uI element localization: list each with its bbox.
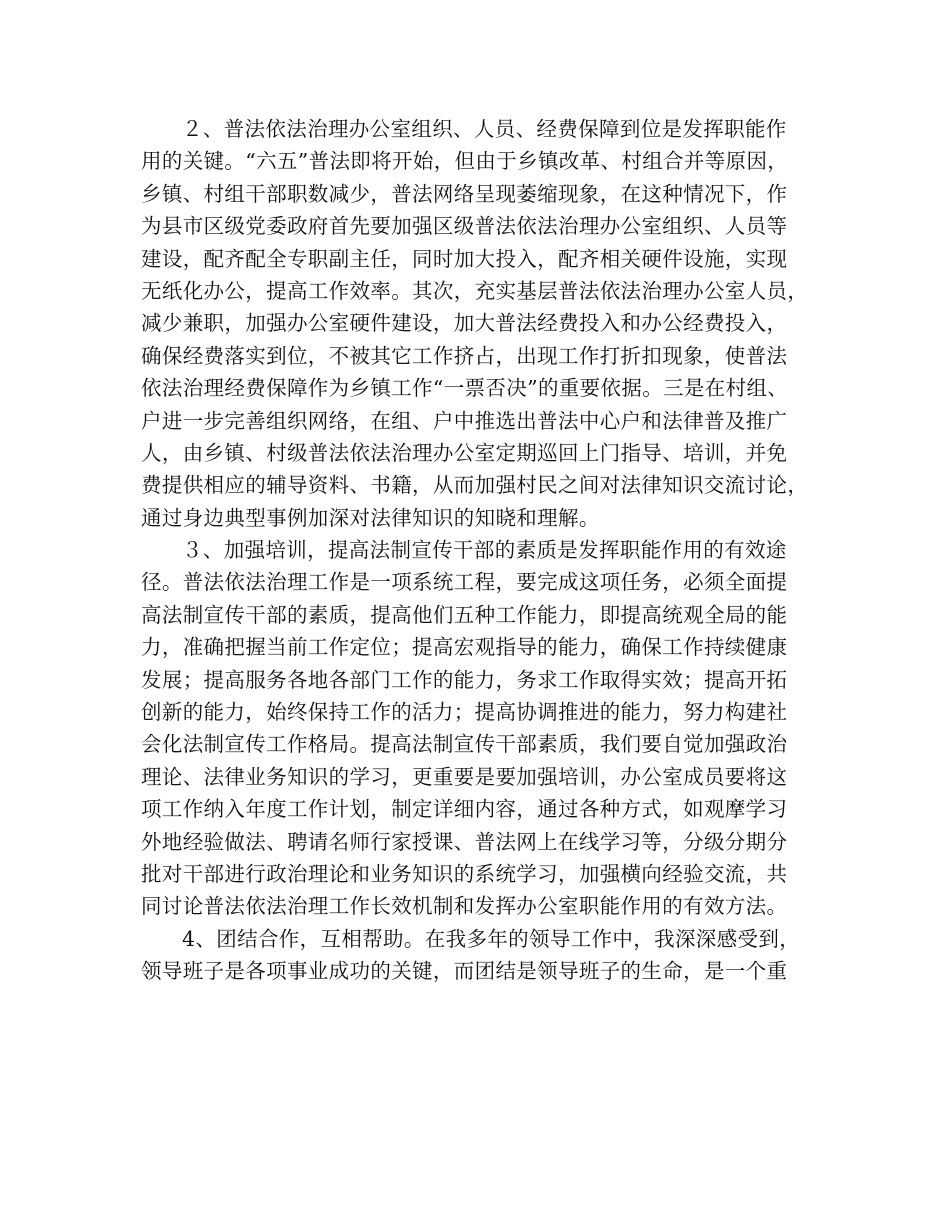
text-line: 创新的能力，始终保持工作的活力；提高协调推进的能力，努力构建社 — [141, 700, 788, 725]
paragraph-4 — [141, 923, 821, 988]
text-line: 无纸化办公，提高工作效率。其次，充实基层普法依法治理办公室人员， — [141, 278, 809, 303]
paragraph-2 — [141, 113, 821, 534]
text-line: 发展；提高服务各地各部门工作的能力，务求工作取得实效；提高开拓 — [141, 667, 788, 692]
text-line: 通过身边典型事例加深对法律知识的知晓和理解。 — [141, 505, 600, 530]
text-line: 会化法制宣传工作格局。提高法制宣传干部素质，我们要自觉加强政治 — [141, 732, 788, 757]
text-line: 乡镇、村组干部职数减少，普法网络呈现萎缩现象，在这种情况下，作 — [141, 181, 788, 206]
text-line: ３、加强培训，提高法制宣传干部的素质是发挥职能作用的有效途 — [182, 538, 787, 563]
text-line: ２、普法依法治理办公室组织、人员、经费保障到位是发挥职能作 — [182, 117, 787, 141]
text-line: 减少兼职，加强办公室硬件建设，加大普法经费投入和办公经费投入， — [141, 311, 788, 336]
text-line: 4、团结合作，互相帮助。在我多年的领导工作中，我深深感受到， — [182, 926, 801, 951]
text-line: 径。普法依法治理工作是一项系统工程，要完成这项任务，必须全面提 — [141, 570, 788, 595]
text-line: 确保经费落实到位，不被其它工作挤占，出现工作打折扣现象，使普法 — [141, 343, 788, 368]
text-line: 人，由乡镇、村级普法依法治理办公室定期巡回上门指导、培训，并免 — [141, 440, 788, 465]
text-line: 为县市区级党委政府首先要加强区级普法依法治理办公室组织、人员等 — [141, 214, 788, 239]
text-line: 依法治理经费保障作为乡镇工作“一票否决”的重要依据。三是在村组、 — [141, 376, 789, 401]
text-line: 外地经验做法、聘请名师行家授课、普法网上在线学习等，分级分期分 — [141, 829, 788, 854]
text-line: 同讨论普法依法治理工作长效机制和发挥办公室职能作用的有效方法。 — [141, 894, 788, 919]
text-line: 领导班子是各项事业成功的关键，而团结是领导班子的生命，是一个重 — [141, 959, 788, 984]
text-line: 用的关键。“六五”普法即将开始，但由于乡镇改革、村组合并等原因， — [141, 149, 789, 174]
text-line: 力，准确把握当前工作定位；提高宏观指导的能力，确保工作持续健康 — [141, 635, 788, 660]
text-line: 户进一步完善组织网络，在组、户中推选出普法中心户和法律普及推广 — [141, 408, 788, 433]
text-line: 理论、法律业务知识的学习，更重要是要加强培训，办公室成员要将这 — [141, 764, 788, 789]
text-line: 费提供相应的辅导资料、书籍，从而加强村民之间对法律知识交流讨论， — [141, 473, 809, 498]
text-line: 高法制宣传干部的素质，提高他们五种工作能力，即提高统观全局的能 — [141, 602, 788, 627]
text-line: 项工作纳入年度工作计划，制定详细内容，通过各种方式，如观摩学习 — [141, 797, 788, 822]
paragraph-3 — [141, 534, 821, 923]
text-line: 批对干部进行政治理论和业务知识的系统学习，加强横向经验交流，共 — [141, 861, 788, 886]
document-body — [141, 113, 821, 988]
text-line: 建设，配齐配全专职副主任，同时加大投入，配齐相关硬件设施，实现 — [141, 246, 788, 271]
